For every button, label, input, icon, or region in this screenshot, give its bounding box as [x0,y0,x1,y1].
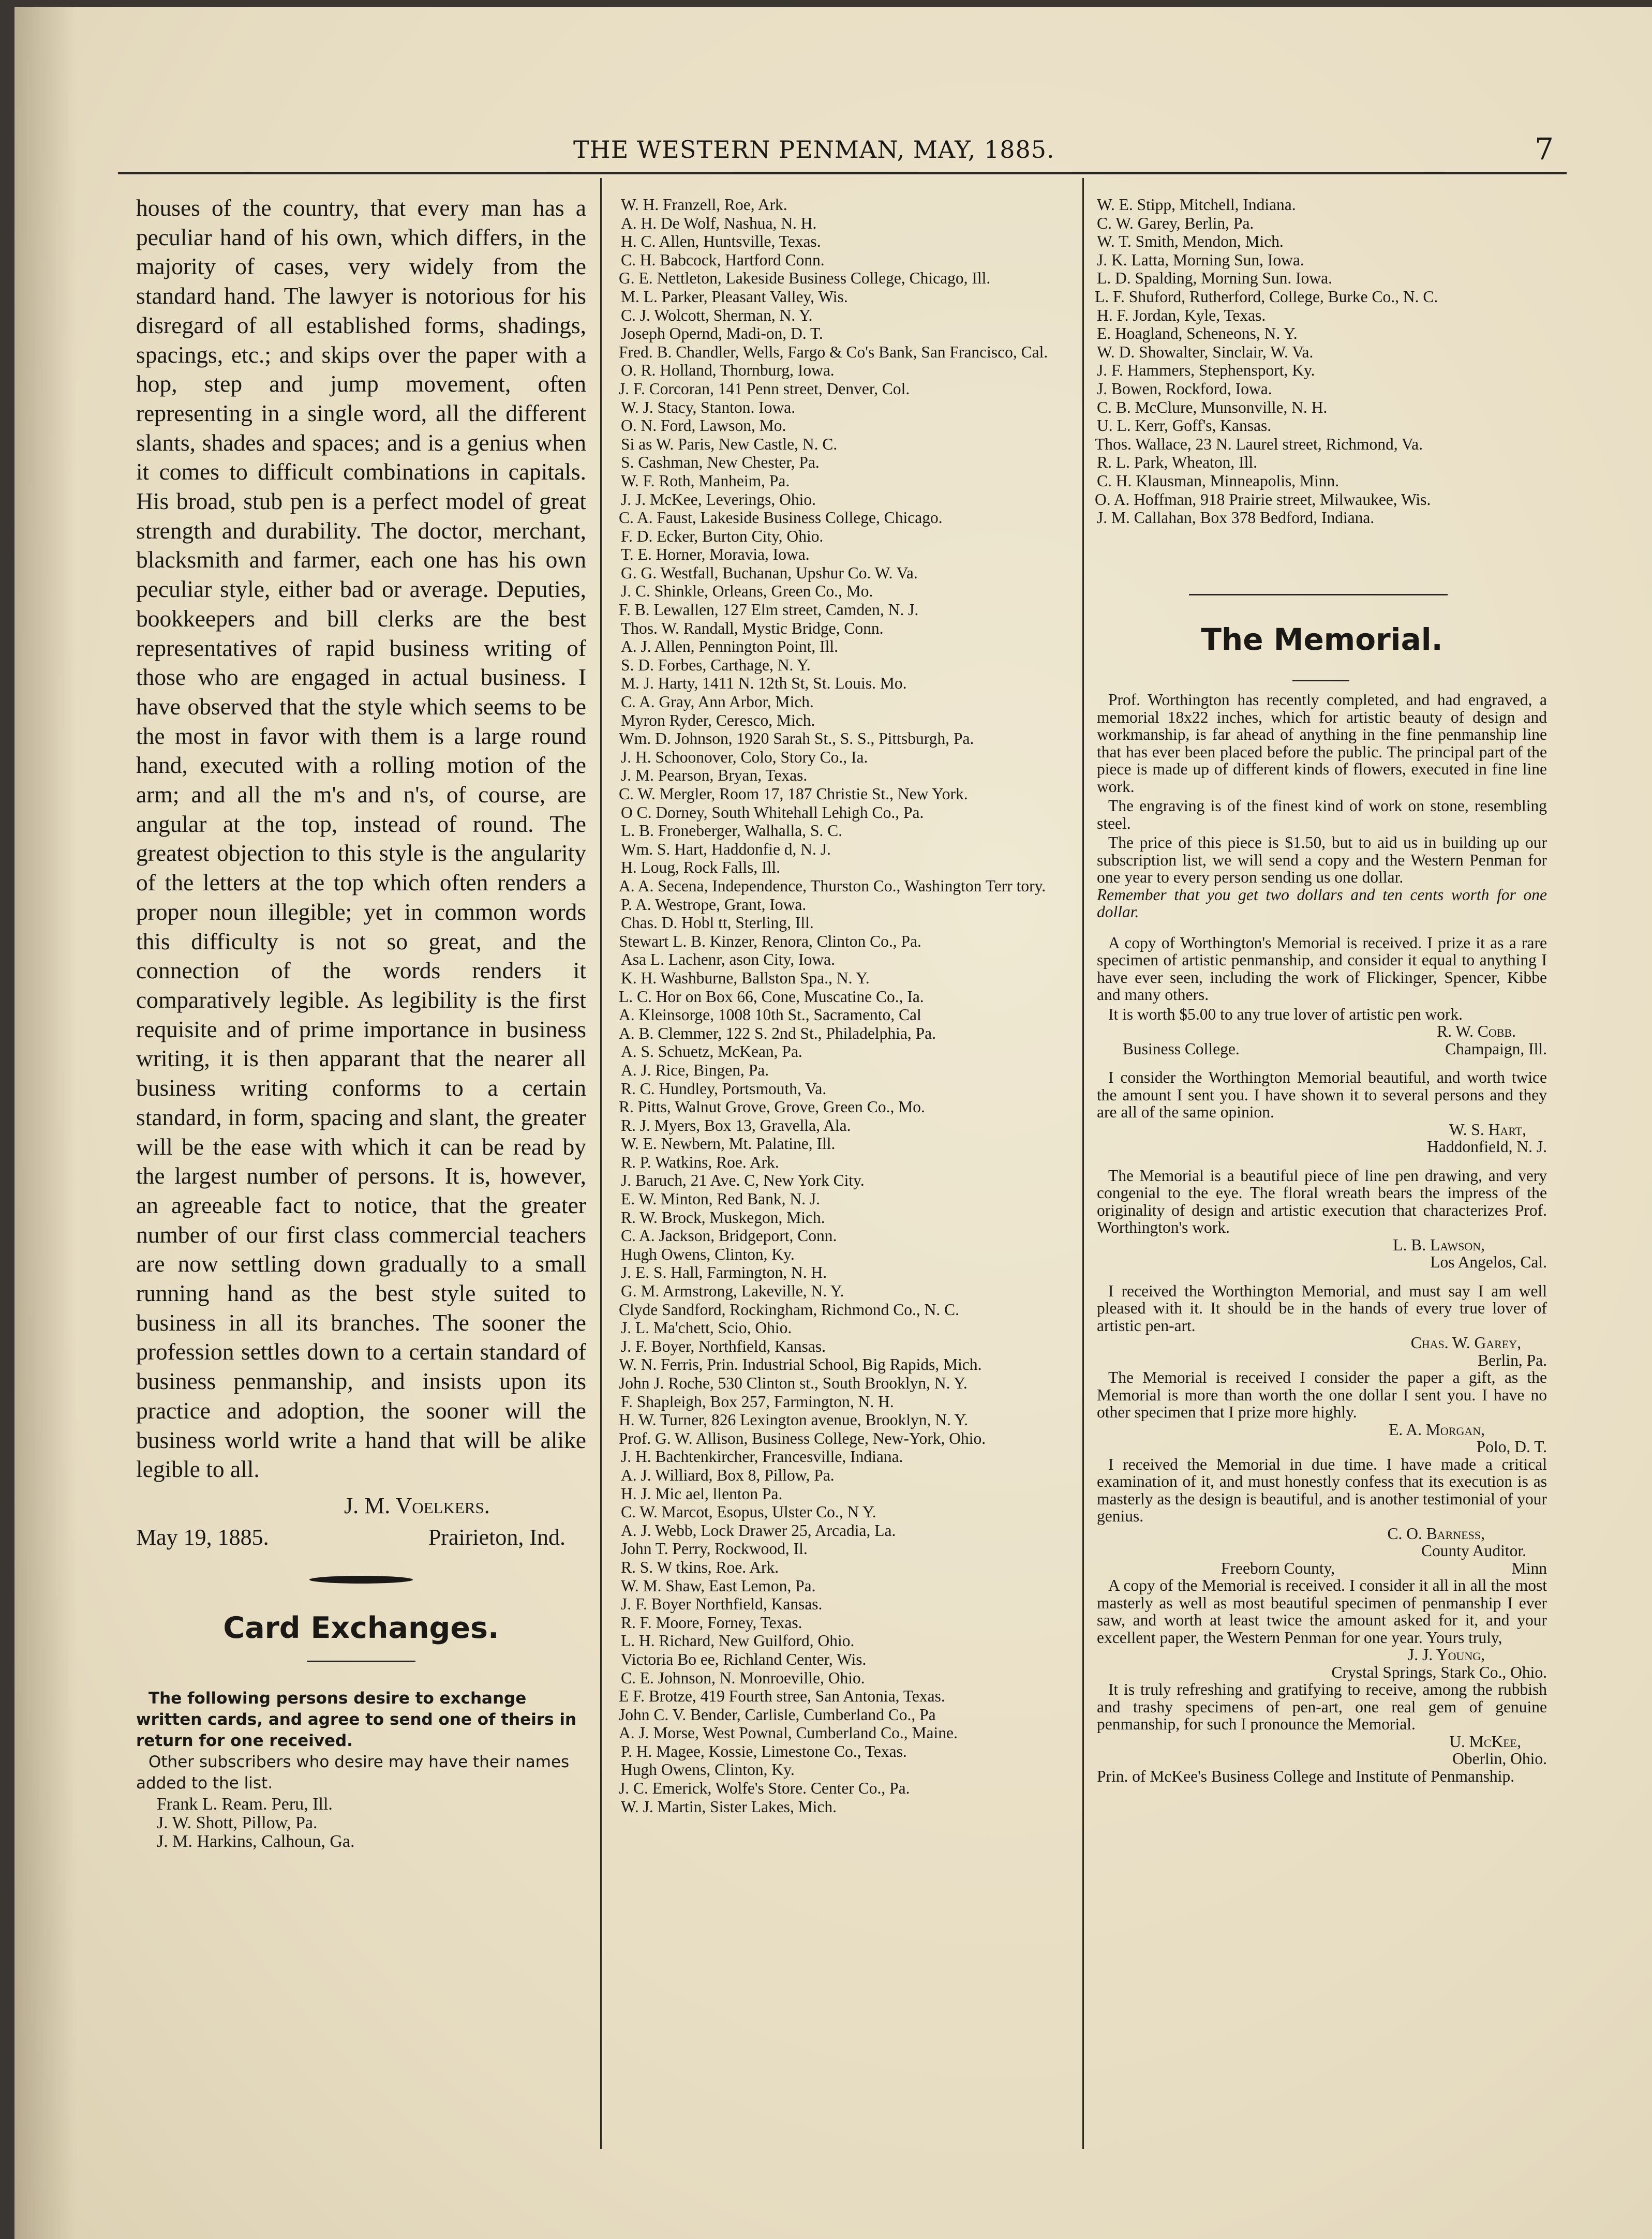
name-entry: G. M. Armstrong, Lakeville, N. Y. [621,1282,844,1301]
name-entry: L. B. Froneberger, Walhalla, S. C. [621,822,843,840]
card-exchanges-list [136,1795,586,1851]
name-entry: R. P. Watkins, Roe. Ark. [621,1153,779,1171]
name-entry: G. E. Nettleton, Lakeside Business College, Chicago, Ill. [619,269,991,288]
name-entry: H. C. Allen, Huntsville, Texas. [621,232,821,251]
name-entry: L. D. Spalding, Morning Sun. Iowa. [1097,269,1332,288]
testimonial-signature: E. A. Morgan, [1389,1420,1485,1439]
name-entry: Prof. G. W. Allison, Business College, New-York, Ohio. [619,1429,986,1447]
testimonial-title: Prin. of McKee's Business College and Institute of Penmanship. [1097,1767,1515,1785]
name-entry: T. E. Horner, Moravia, Iowa. [621,545,810,564]
name-entry: W. F. Roth, Manheim, Pa. [621,471,790,490]
name-entry: P. H. Magee, Kossie, Limestone Co., Texas. [621,1742,907,1760]
name-entry: Stewart L. B. Kinzer, Renora, Clinton Co., Pa. [619,932,921,950]
name-entry: Hugh Owens, Clinton, Ky. [621,1760,795,1779]
header-rule [118,172,1567,174]
testimonial-signature: Chas. W. Garey, [1410,1334,1521,1352]
name-entry: John J. Roche, 530 Clinton st., South Brooklyn, N. Y. [619,1374,968,1392]
name-entry: O. A. Hoffman, 918 Prairie street, Milwaukee, Wis. [1095,490,1431,509]
name-entry: Victoria Bo ee, Richland Center, Wis. [621,1650,867,1668]
testimonial-title: County Auditor. [1421,1542,1526,1560]
list-item: J. M. Harkins, Calhoun, Ga. [157,1832,355,1852]
name-entry: J. K. Latta, Morning Sun, Iowa. [1097,250,1304,269]
testimonial-signature: L. B. Lawson, [1393,1235,1485,1254]
name-entry: Clyde Sandford, Rockingham, Richmond Co., N. C. [619,1300,959,1319]
testimonial-county: Freeborn County, [1221,1559,1335,1577]
column-rule-2 [1082,178,1084,2149]
name-entry: A. J. Morse, West Pownal, Cumberland Co., Maine. [619,1724,958,1742]
name-entry: C. A. Jackson, Bridgeport, Conn. [621,1227,837,1245]
name-entry: W. H. Franzell, Roe, Ark. [621,196,787,214]
name-entry: J. Baruch, 21 Ave. C, New York City. [621,1171,865,1190]
name-entry: C. B. McClure, Munsonville, N. H. [1097,398,1328,416]
testimonial-city: Oberlin, Ohio. [1452,1750,1547,1768]
name-entry: A. J. Williard, Box 8, Pillow, Pa. [621,1466,835,1484]
section-rule [1189,594,1448,595]
name-entry: L. C. Hor on Box 66, Cone, Muscatine Co., Ia. [619,987,924,1006]
name-entry: P. A. Westrope, Grant, Iowa. [621,895,807,914]
name-entry: S. Cashman, New Chester, Pa. [621,453,820,472]
testimonial-signature: W. S. Hart, [1449,1120,1526,1139]
name-entry: C. J. Wolcott, Sherman, N. Y. [621,306,813,324]
name-entry: Wm. D. Johnson, 1920 Sarah St., S. S., Pittsburgh, Pa. [619,729,974,748]
name-entry: J. M. Pearson, Bryan, Texas. [621,766,808,785]
name-entry: J. C. Emerick, Wolfe's Store. Center Co., Pa. [619,1779,910,1798]
article-signature: J. M. Voelkers. [344,1492,490,1518]
name-entry: W. J. Martin, Sister Lakes, Mich. [621,1797,837,1816]
testimonial-state: Minn [1511,1559,1547,1577]
name-entry: F. B. Lewallen, 127 Elm street, Camden, N. J. [619,601,919,619]
name-entry: Wm. S. Hart, Haddonfie d, N. J. [621,840,831,858]
card-exchanges-note: Other subscribers who desire may have their names added to the list. [136,1753,570,1793]
article-column [136,193,586,1851]
name-entry: A. J. Allen, Pennington Point, Ill. [621,637,839,656]
name-entry: Asa L. Lachenr, ason City, Iowa. [621,950,835,969]
article-body: houses of the country, that every man has a peculiar hand of his own, which differs, in the majority of cases, very widely from the standard hand. The lawyer is notorious for his disregard of all established forms, shadings, spacings, etc.; and skips over the paper with a hop, step and jump movement, often representing in a single word, all the different slants, shades and spaces; and is a genius when it comes to difficult combinations in capitals. His broad, stub pen is a perfect model of great strength and durability. The doctor, merchant, blacksmith and farmer, each one has his own peculiar style, either bad or average. Deputies, bookkeepers and bill clerks are the best representatives of rapid business writing of those who are engaged in actual business. I have observed that the style which seems to be the most in favor with them is a large round hand, executed with a rolling motion of the arm; and all the m's and n's, of course, are angular at the top, instead of round. The greatest objection to this style is the angularity of the letters at the top which often renders a proper noun illegible; yet in common words this difficulty is not so great, and the connection of the words renders it comparatively legible. As legibility is the first requisite and of prime importance in business writing, it is then apparant that the nearer all business writing conforms to a certain standard, in form, spacing and slant, the greater will be the ease with which it can be read by the largest number of persons. It is, however, an agreeable fact to notice, that the greater number of our first class commercial teachers are now settling down gradually to a small running hand as the best style suited to business in all its branches. The sooner the profession settles down to a certain standard of business penmanship, and insists upon its practice and adoption, the sooner will the business world write a hand that will be alike legible to all. [136,195,586,1483]
name-entry: A. A. Secena, Independence, Thurston Co., Washington Terr tory. [619,876,1046,895]
testimonial-city: Champaign, Ill. [1445,1039,1547,1058]
name-entry: C. A. Gray, Ann Arbor, Mich. [621,693,814,711]
name-entry: John C. V. Bender, Carlisle, Cumberland Co., Pa [619,1705,936,1724]
list-item: J. W. Shott, Pillow, Pa. [157,1813,318,1833]
card-exchange-names-continued [1097,196,1547,527]
article-date: May 19, 1885. [136,1524,269,1550]
name-entry: J. F. Boyer, Northfield, Kansas. [621,1337,826,1355]
name-entry: J. E. S. Hall, Farmington, N. H. [621,1263,827,1282]
testimonial: A copy of the Memorial is received. I consider it all in all the most masterly as well as most beautiful specimen of penmanship I ever saw, and worth at least twice the amount asked for it, and your excellent paper, the Western Penman for one year. Yours truly, [1097,1576,1547,1647]
binding-shadow [14,7,77,2239]
article-place: Prairieton, Ind. [428,1524,565,1550]
section-rule [307,1661,415,1662]
name-entry: R. J. Myers, Box 13, Gravella, Ala. [621,1116,851,1135]
name-entry: L. H. Richard, New Guilford, Ohio. [621,1632,855,1650]
testimonial-signature: U. McKee, [1449,1732,1521,1751]
name-entry: H. Loug, Rock Falls, Ill. [621,858,780,877]
memorial-paragraph: Prof. Worthington has recently completed, and had engraved, a memorial 18x22 inches, which for artistic beauty of design and workmanship, is far ahead of anything in the fine penmanship line that has ever been placed before the public. The principal part of the piece is made up of different kinds of flowers, executed in fine line work. [1097,691,1547,796]
testimonial: I consider the Worthington Memorial beautiful, and worth twice the amount I sent you. I have shown it to several persons and they are all of the same opinion. [1097,1068,1547,1121]
card-exchange-names-column [621,196,1077,1816]
name-entry: A. S. Schuetz, McKean, Pa. [621,1042,802,1061]
testimonial: The Memorial is a beautiful piece of line pen drawing, and very congenial to the eye. The floral wreath bears the impress of the originality of design and artistic execution that characterizes Prof. Worthington's work. [1097,1166,1547,1236]
name-entry: E. Hoagland, Scheneons, N. Y. [1097,324,1298,343]
name-entry: E F. Brotze, 419 Fourth stree, San Antonia, Texas. [619,1687,945,1706]
name-entry: J. Bowen, Rockford, Iowa. [1097,379,1272,398]
testimonial-city: Berlin, Pa. [1478,1351,1547,1369]
memorial-remark-text: Remember that you get two dollars and ten cents worth for one dollar. [1097,885,1547,921]
name-entry: A. H. De Wolf, Nashua, N. H. [621,214,817,232]
name-entry: E. W. Minton, Red Bank, N. J. [621,1190,821,1208]
testimonial-city: Haddonfield, N. J. [1427,1138,1547,1156]
name-entry: Thos. Wallace, 23 N. Laurel street, Richmond, Va. [1095,435,1423,453]
column-rule-1 [600,178,602,2149]
newspaper-page [14,7,1652,2239]
name-entry: O. N. Ford, Lawson, Mo. [621,416,786,435]
testimonial-signature: C. O. Barness, [1387,1524,1485,1543]
name-entry: J. H. Bachtenkircher, Francesville, Indiana. [621,1447,903,1466]
name-entry: G. G. Westfall, Buchanan, Upshur Co. W. Va. [621,563,918,582]
name-entry: F. D. Ecker, Burton City, Ohio. [621,527,824,545]
heading-rule [1292,680,1349,681]
testimonial-signature: J. J. Young, [1407,1646,1485,1664]
name-entry: H. F. Jordan, Kyle, Texas. [1097,306,1266,324]
memorial-heading: The Memorial. [1201,622,1443,657]
testimonial: The Memorial is received I consider the paper a gift, as the Memorial is more than worth the one dollar I sent you. I have no other specimen that I prize more highly. [1097,1368,1547,1421]
name-entry: Chas. D. Hobl tt, Sterling, Ill. [621,914,814,932]
name-entry: Si as W. Paris, New Castle, N. C. [621,435,838,453]
testimonial-place [1097,1560,1547,1577]
list-item: Frank L. Ream. Peru, Ill. [157,1795,333,1814]
name-entry: O. R. Holland, Thornburg, Iowa. [621,361,835,380]
testimonial: I received the Worthington Memorial, and must say I am well pleased with it. It should be in the hands of every true lover of artistic pen-art. [1097,1281,1547,1335]
name-entry: M. J. Harty, 1411 N. 12th St, St. Louis. Mo. [621,674,907,693]
testimonial-city: Los Angelos, Cal. [1430,1253,1547,1271]
name-entry: L. F. Shuford, Rutherford, College, Burke Co., N. C. [1095,287,1438,306]
testimonial: It is worth $5.00 to any true lover of artistic pen work. [1108,1005,1463,1023]
name-entry: R. C. Hundley, Portsmouth, Va. [621,1079,827,1098]
name-entry: O C. Dorney, South Whitehall Lehigh Co., Pa. [621,803,924,822]
name-entry: C. W. Marcot, Esopus, Ulster Co., N Y. [621,1503,876,1521]
name-entry: C. E. Johnson, N. Monroeville, Ohio. [621,1668,865,1687]
name-entry: R. F. Moore, Forney, Texas. [621,1613,802,1632]
name-entry: J. L. Ma'chett, Scio, Ohio. [621,1319,792,1337]
name-entry: K. H. Washburne, Ballston Spa., N. Y. [621,968,870,987]
card-exchanges-intro: The following persons desire to exchange written cards, and agree to send one of theirs in return for one received. [136,1689,577,1751]
name-entry: F. Shapleigh, Box 257, Farmington, N. H. [621,1392,894,1411]
name-entry: J. F. Corcoran, 141 Penn street, Denver, Col. [619,379,910,398]
name-entry: A. J. Webb, Lock Drawer 25, Arcadia, La. [621,1521,896,1540]
name-entry: J. M. Callahan, Box 378 Bedford, Indiana. [1097,509,1375,527]
name-entry: Myron Ryder, Ceresco, Mich. [621,711,815,729]
card-exchanges-heading: Card Exchanges. [223,1611,499,1646]
name-entry: J. H. Schoonover, Colo, Story Co., Ia. [621,748,868,766]
testimonial-institution: Business College. [1123,1039,1240,1058]
name-entry: C. H. Klausman, Minneapolis, Minn. [1097,471,1340,490]
memorial-remark [1097,886,1547,921]
name-entry: W. E. Stipp, Mitchell, Indiana. [1097,196,1296,214]
name-entry: John T. Perry, Rockwood, Il. [621,1540,808,1558]
name-entry: M. L. Parker, Pleasant Valley, Wis. [621,287,848,306]
running-head: THE WESTERN PENMAN, MAY, 1885. [573,136,1055,163]
article-dateline [136,1523,586,1553]
ornament-divider [309,1576,413,1584]
testimonial: It is truly refreshing and gratifying to receive, among the rubbish and trashy specimens of pen-art, one real gem of genuine penmanship, for such I pronounce the Memorial. [1097,1680,1547,1733]
name-entry: S. D. Forbes, Carthage, N. Y. [621,655,811,674]
page-number: 7 [1535,131,1554,167]
name-entry: H. W. Turner, 826 Lexington avenue, Brooklyn, N. Y. [619,1411,969,1429]
name-entry: H. J. Mic ael, llenton Pa. [621,1484,783,1503]
name-entry: C. W. Mergler, Room 17, 187 Christie St., New York. [619,785,968,803]
memorial-article [1097,691,1547,1787]
name-entry: R. S. W tkins, Roe. Ark. [621,1558,779,1576]
name-entry: W. J. Stacy, Stanton. Iowa. [621,398,796,416]
name-entry: U. L. Kerr, Goff's, Kansas. [1097,416,1272,435]
memorial-paragraph: The price of this piece is $1.50, but to aid us in building up our subscription list, we will send a copy and the Western Penman for one year to every person sending us one dollar. [1097,833,1547,886]
name-entry: A. Kleinsorge, 1008 10th St., Sacramento, Cal [619,1006,921,1024]
testimonial: I received the Memorial in due time. I have made a critical examination of it, and must honestly confess that its execution is as masterly as the design is beautiful, and is another testimonial of your genius. [1097,1455,1547,1525]
name-entry: R. Pitts, Walnut Grove, Grove, Green Co., Mo. [619,1098,925,1116]
name-entry: Hugh Owens, Clinton, Ky. [621,1245,795,1263]
testimonial-place [1097,1040,1547,1058]
name-entry: W. M. Shaw, East Lemon, Pa. [621,1576,816,1595]
name-entry: Fred. B. Chandler, Wells, Fargo & Co's Bank, San Francisco, Cal. [619,342,1048,361]
memorial-paragraph: The engraving is of the finest kind of work on stone, resembling steel. [1097,797,1547,832]
name-entry: J. J. McKee, Leverings, Ohio. [621,490,816,509]
name-entry: W. D. Showalter, Sinclair, W. Va. [1097,342,1314,361]
testimonial-city: Crystal Springs, Stark Co., Ohio. [1331,1663,1547,1681]
name-entry: Thos. W. Randall, Mystic Bridge, Conn. [621,619,884,637]
name-entry: A. J. Rice, Bingen, Pa. [621,1061,769,1079]
name-entry: Joseph Opernd, Madi-on, D. T. [621,324,823,343]
testimonial-city: Polo, D. T. [1476,1438,1547,1456]
name-entry: C. H. Babcock, Hartford Conn. [621,250,825,269]
name-entry: C. A. Faust, Lakeside Business College, Chicago. [619,509,943,527]
name-entry: J. F. Boyer Northfield, Kansas. [621,1595,823,1614]
name-entry: R. L. Park, Wheaton, Ill. [1097,453,1257,472]
testimonial-signature: R. W. Cobb. [1437,1022,1516,1040]
name-entry: C. W. Garey, Berlin, Pa. [1097,214,1254,232]
name-entry: W. E. Newbern, Mt. Palatine, Ill. [621,1135,836,1153]
name-entry: J. C. Shinkle, Orleans, Green Co., Mo. [621,582,873,601]
name-entry: W. N. Ferris, Prin. Industrial School, Big Rapids, Mich. [619,1355,982,1374]
name-entry: W. T. Smith, Mendon, Mich. [1097,232,1284,251]
name-entry: J. F. Hammers, Stephensport, Ky. [1097,361,1315,380]
name-entry: A. B. Clemmer, 122 S. 2nd St., Philadelphia, Pa. [619,1024,936,1042]
name-entry: R. W. Brock, Muskegon, Mich. [621,1208,825,1227]
testimonial: A copy of Worthington's Memorial is received. I prize it as a rare specimen of artistic penmanship, and consider it equal to anything I have ever seen, including the work of Flickinger, Spencer, Kibbe and many others. [1097,933,1547,1004]
